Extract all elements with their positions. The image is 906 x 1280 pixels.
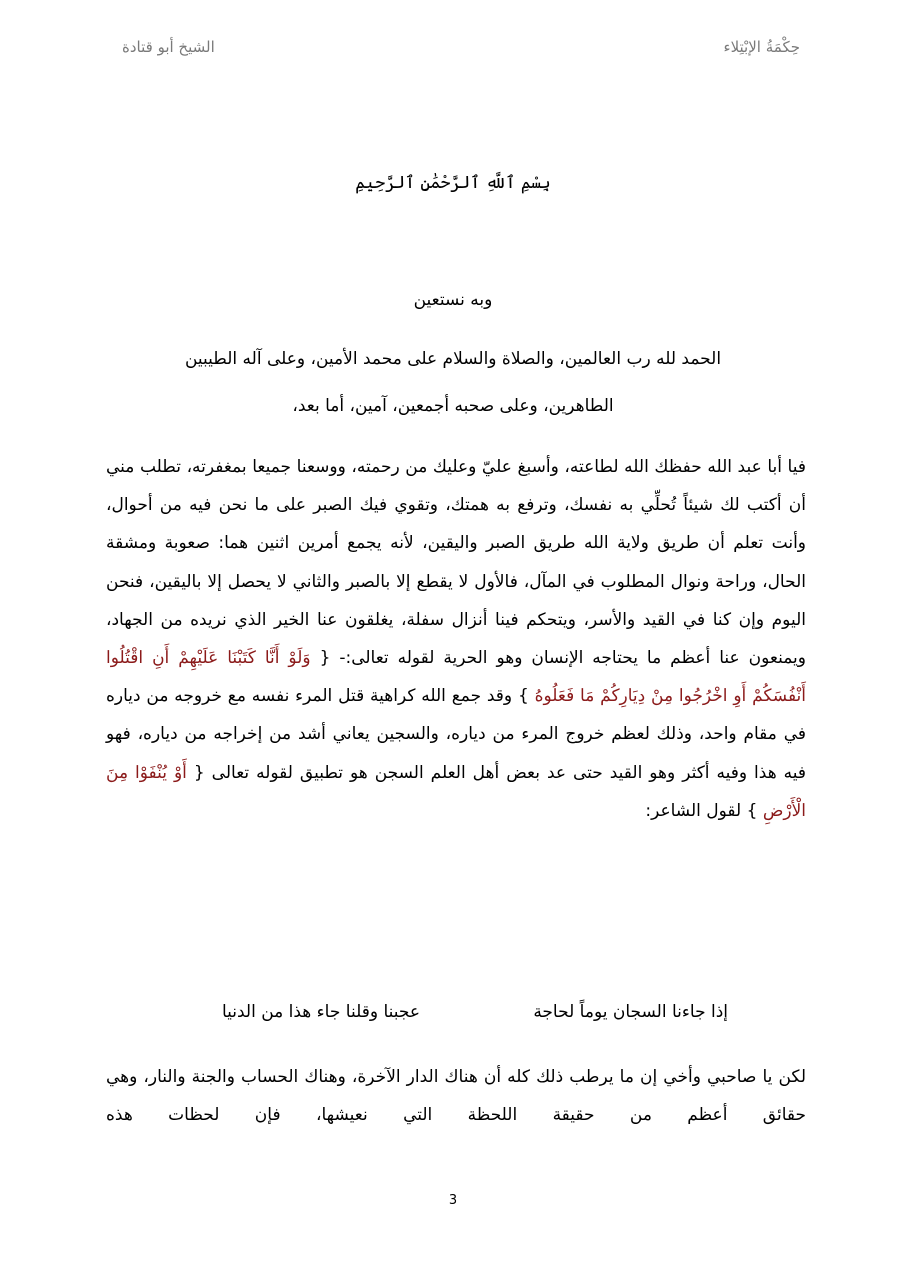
basmala: بِسْمِ ٱللَّهِ ٱلرَّحْمَٰنِ ٱلرَّحِيمِ xyxy=(355,173,551,193)
poem-hemistich-1: إذا جاءنا السجان يوماً لحاجة xyxy=(533,1002,728,1022)
paragraph-1-part-3: } لقول الشاعر: xyxy=(645,800,758,821)
header-author: الشيخ أبو قتادة xyxy=(122,38,215,56)
quran-verse-1: وَلَوْ أَنَّا كَتَبْنَا عَلَيْهِمْ أَنِ اقْتُلُوا أَنْفُسَكُمْ أَوِ اخْرُجُوا مِنْ دِيَارِكُمْ مَا فَعَلُوهُ xyxy=(106,648,806,707)
poem-hemistich-2: عجبنا وقلنا جاء هذا من الدنيا xyxy=(221,1002,420,1022)
page-number: 3 xyxy=(448,1193,458,1208)
opening-line-3: الطاهرين، وعلى صحبه أجمعين، آمين، أما بعد، xyxy=(292,396,614,416)
paragraph-1 xyxy=(106,448,806,830)
paragraph-1-part-1: فيا أبا عبد الله حفظك الله لطاعته، وأسبغ عليّ وعليك من رحمته، ووسعنا جميعا بمغفرته، تطلب مني أن أكتب لك شيئاً تُحلِّي به نفسك، وترفع به همتك، وتقوي فيك الصبر على ما نحن فيه من أحوال، وأنت تعلم أن طريق ولاية الله طريق الصبر واليقين، لأنه يجمع أمرين اثنين هما: صعوبة ومشقة الحال، وراحة ونوال المطلوب في المآل، فالأول لا يقطع إلا بالصبر والثاني لا يحصل إلا باليقين، فنحن اليوم وإن كنا في القيد والأسر، ويتحكم فينا أنزال سفلة، يغلقون عنا الخير الذي نريده من الجهاد، ويمنعون عنا أعظم ما يحتاجه الإنسان وهو الحرية لقوله تعالى:- { xyxy=(106,457,806,669)
header-book-title: حِكْمَةُ الإبْتِلاء xyxy=(723,38,800,56)
quran-verse-2: أَوْ يُنْفَوْا مِنَ الْأَرْضِ xyxy=(106,762,806,821)
paragraph-2: لكن يا صاحبي وأخي إن ما يرطب ذلك كله أن هناك الدار الآخرة، وهناك الحساب والجنة والنار، وهي حقائق أعظم من حقيقة اللحظة التي نعيشها، فإن لحظات هذه xyxy=(106,1067,806,1126)
opening-line-1: وبه نستعين xyxy=(413,290,493,310)
paragraph-1-part-2: } وقد جمع الله كراهية قتل المرء نفسه مع خروجه من دياره في مقام واحد، وذلك لعظم خروج المرء من دياره، والسجين يعاني أشد من إخراجه من دياره، فهو فيه هذا وفيه أكثر وهو القيد حتى عد بعض أهل العلم السجن هو تطبيق لقوله تعالى { xyxy=(106,686,806,783)
opening-line-2: الحمد لله رب العالمين، والصلاة والسلام على محمد الأمين، وعلى آله الطيبين xyxy=(184,349,722,369)
